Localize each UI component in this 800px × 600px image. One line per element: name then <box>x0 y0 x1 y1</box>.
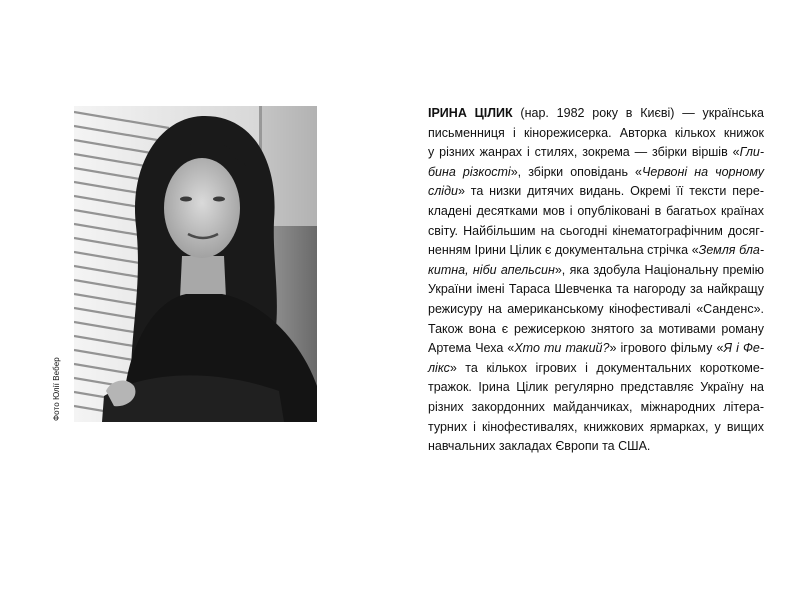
bio-line <box>428 143 764 163</box>
bio-text: світу. Найбільшим на сьогодні кінематографічним досяг- <box>428 223 764 238</box>
bio-line <box>428 202 764 222</box>
bio-italic-title: Хто ти такий? <box>514 341 610 356</box>
bio-line <box>428 398 764 418</box>
bio-line <box>428 222 764 242</box>
bio-text: навчальних закладах Європи та США. <box>428 439 651 454</box>
bio-text: Артема Чеха « <box>428 341 515 356</box>
bio-line <box>428 104 764 124</box>
bio-italic-title: Я і Фе- <box>723 341 765 356</box>
portrait-illustration <box>74 106 317 422</box>
author-biography <box>428 104 764 457</box>
bio-italic-title: китна, ніби апельсин <box>428 262 555 277</box>
bio-italic-title: Червоні на чорному <box>641 164 765 179</box>
bio-text: турних і кінофестивалях, книжкових ярмарках, у вищих <box>428 419 764 434</box>
bio-line <box>428 300 764 320</box>
bio-italic-title: Земля бла- <box>698 243 764 258</box>
bio-line <box>428 320 764 340</box>
author-name: ІРИНА ЦІЛИК <box>428 106 513 120</box>
bio-text: у різних жанрах і стилях, зокрема — збірки віршів « <box>428 145 740 160</box>
author-portrait-photo <box>74 106 317 422</box>
bio-line <box>428 261 764 281</box>
bio-text: », яка здобула Національну премію <box>554 262 764 277</box>
bio-text: », збірки оповідань « <box>510 164 642 179</box>
bio-line <box>428 437 764 457</box>
bio-text: кладені десятками мов і опубліковані в багатьох країнах <box>428 203 764 218</box>
bio-line <box>428 280 764 300</box>
bio-line <box>428 124 764 144</box>
bio-text: (нар. 1982 року в Києві) — українська <box>512 106 764 120</box>
bio-italic-title: сліди <box>428 184 458 199</box>
bio-text: режисуру на американському кінофестивалі «Санденс». <box>428 301 764 316</box>
bio-italic-title: лікс <box>428 360 450 375</box>
bio-text: України імені Тараса Шевченка та нагороду за найкращу <box>428 282 764 297</box>
bio-text: письменниця і кінорежисерка. Авторка кількох книжок <box>428 125 764 140</box>
bio-line <box>428 241 764 261</box>
bio-italic-title: бина різкості <box>428 164 511 179</box>
bio-italic-title: Гли- <box>739 145 764 160</box>
bio-line <box>428 359 764 379</box>
bio-line <box>428 163 764 183</box>
photo-credit: Фото Юлії Вебер <box>52 357 61 421</box>
bio-text: Також вона є режисеркою знятого за мотивами роману <box>428 321 764 336</box>
bio-text: ненням Ірини Цілик є документальна стрічка « <box>428 243 699 258</box>
bio-line <box>428 339 764 359</box>
bio-text: різних закордонних майданчиках, міжнародних літера- <box>428 399 764 414</box>
bio-text: » ігрового фільму « <box>609 341 724 356</box>
bio-text: тражок. Ірина Цілик регулярно представляє Україну на <box>428 380 764 395</box>
bio-text: » та низки дитячих видань. Окремі її тексти пере- <box>457 184 764 199</box>
bio-text: » та кількох ігрових і документальних короткоме- <box>449 360 764 375</box>
bio-line <box>428 182 764 202</box>
bio-line <box>428 378 764 398</box>
bio-line <box>428 418 764 438</box>
